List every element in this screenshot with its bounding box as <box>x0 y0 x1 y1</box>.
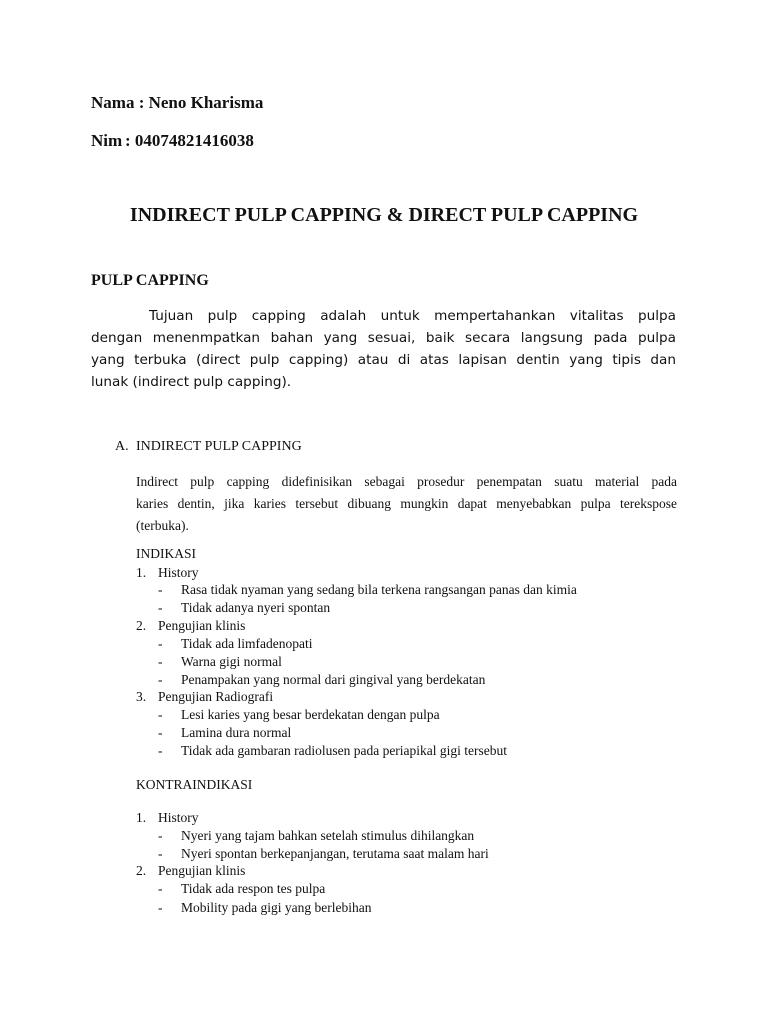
sub-list-item: - Lesi karies yang besar berdekatan dengan pulpa <box>158 707 440 722</box>
nim-value: : 04074821416038 <box>125 131 254 150</box>
document-title: INDIRECT PULP CAPPING & DIRECT PULP CAPPING <box>129 204 639 226</box>
sub-list-item: - Nyeri spontan berkepanjangan, terutama saat malam hari <box>158 846 489 861</box>
sub-list-item: - Nyeri yang tajam bahkan setelah stimulus dihilangkan <box>158 828 475 843</box>
sub-list-item: - Tidak ada respon tes pulpa <box>158 881 326 896</box>
student-name: Nama : Neno Kharisma <box>91 93 264 112</box>
definition-line: (terbuka). <box>136 517 189 533</box>
section-heading-pulp-capping: PULP CAPPING <box>91 272 209 289</box>
section-a-title: INDIRECT PULP CAPPING <box>136 439 302 454</box>
intro-line: dengan menenmpatkan bahan yang sesuai, baik secara langsung pada pulpa <box>91 330 676 346</box>
sub-list-item: - Penampakan yang normal dari gingival yang berdekatan <box>158 672 486 687</box>
list-item: 2. Pengujian klinis <box>136 618 246 633</box>
list-item: 1. History <box>136 810 199 825</box>
kontraindikasi-heading: KONTRAINDIKASI <box>136 777 253 792</box>
definition-line: karies dentin, jika karies tersebut dibuang mungkin dapat menyebabkan pulpa terekspose <box>136 495 677 511</box>
nim-label: Nim <box>91 131 123 150</box>
sub-list-item: - Mobility pada gigi yang berlebihan <box>158 900 372 915</box>
sub-list-item: - Tidak ada gambaran radiolusen pada periapikal gigi tersebut <box>158 743 508 758</box>
indikasi-heading: INDIKASI <box>136 546 196 561</box>
definition-line: Indirect pulp capping didefinisikan sebagai prosedur penempatan suatu material pada <box>136 474 677 489</box>
definition-paragraph <box>136 471 677 536</box>
sub-list-item: - Tidak adanya nyeri spontan <box>158 600 331 615</box>
section-a-heading <box>115 439 302 455</box>
intro-line: lunak (indirect pulp capping). <box>91 374 292 390</box>
intro-line: yang terbuka (direct pulp capping) atau di atas lapisan dentin yang tipis dan <box>91 352 676 368</box>
student-nim <box>91 131 254 151</box>
list-item: 3. Pengujian Radiografi <box>136 689 274 704</box>
section-letter: A. <box>115 439 129 454</box>
sub-list-item: - Lamina dura normal <box>158 725 292 740</box>
sub-list-item: - Tidak ada limfadenopati <box>158 636 313 651</box>
intro-line: Tujuan pulp capping adalah untuk mempertahankan vitalitas pulpa <box>149 308 676 324</box>
list-item: 1. History <box>136 565 199 580</box>
list-item: 2. Pengujian klinis <box>136 863 246 878</box>
sub-list-item: - Rasa tidak nyaman yang sedang bila terkena rangsangan panas dan kimia <box>158 582 577 597</box>
sub-list-item: - Warna gigi normal <box>158 654 282 669</box>
